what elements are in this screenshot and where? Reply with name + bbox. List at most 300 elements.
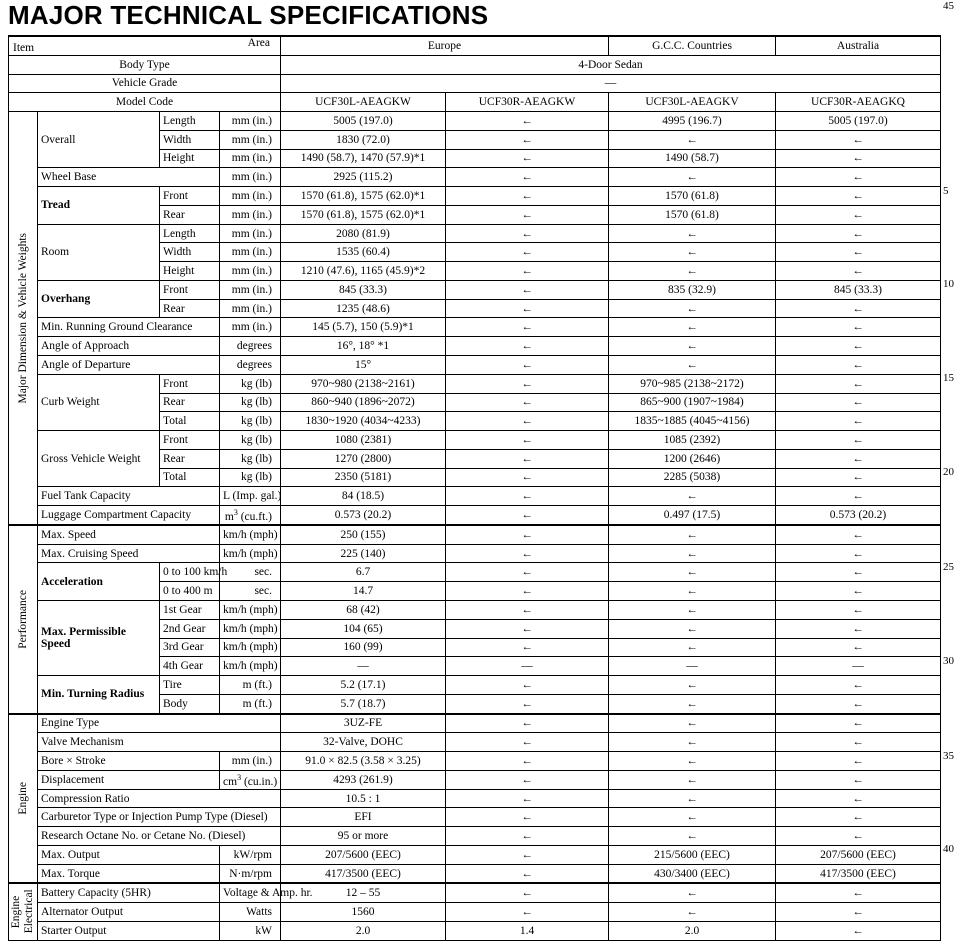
spec-value-3: ←: [609, 243, 776, 262]
spec-unit: mm (in.): [220, 187, 281, 206]
spec-sub-label: Length: [160, 112, 220, 131]
spec-sub-label: Width: [160, 130, 220, 149]
spec-value-2: ←: [446, 733, 609, 752]
model-code-3: UCF30L-AEAGKV: [609, 93, 776, 112]
spec-value-2: ←: [446, 808, 609, 827]
spec-value-2: ←: [446, 638, 609, 657]
spec-unit: km/h (mph): [220, 525, 281, 544]
spec-sub-label: Height: [160, 149, 220, 168]
spec-value-4: ←: [776, 318, 941, 337]
spec-sub-label: Front: [160, 187, 220, 206]
spec-value-4: 417/3500 (EEC): [776, 864, 941, 883]
vehicle-grade-label: Vehicle Grade: [9, 74, 281, 93]
spec-value-1: 1210 (47.6), 1165 (45.9)*2: [281, 262, 446, 281]
group-label-cell: [9, 714, 38, 884]
spec-label: Luggage Compartment Capacity: [38, 506, 220, 525]
line-number: 30: [943, 654, 954, 667]
spec-value-4: ←: [776, 431, 941, 450]
spec-value-4: 0.573 (20.2): [776, 506, 941, 525]
spec-value-2: ←: [446, 412, 609, 431]
body-type-value: 4-Door Sedan: [281, 55, 941, 74]
table-row: [9, 224, 941, 243]
spec-value-1: 5.2 (17.1): [281, 676, 446, 695]
spec-value-1: 10.5 : 1: [281, 789, 446, 808]
spec-value-3: 865~900 (1907~1984): [609, 393, 776, 412]
spec-label: Battery Capacity (5HR): [38, 883, 220, 902]
table-row: [9, 487, 941, 506]
spec-value-2: ←: [446, 468, 609, 487]
spec-label: Max. Cruising Speed: [38, 544, 220, 563]
region-gcc: G.C.C. Countries: [609, 36, 776, 55]
spec-value-4: —: [776, 657, 941, 676]
spec-value-3: 1200 (2646): [609, 449, 776, 468]
spec-group-label: Overall: [38, 112, 160, 168]
line-numbers: [943, 0, 960, 937]
spec-value-3: ←: [609, 903, 776, 922]
table-row: [9, 525, 941, 544]
model-code-label: Model Code: [9, 93, 281, 112]
spec-value-4: ←: [776, 449, 941, 468]
spec-value-3: 1085 (2392): [609, 431, 776, 450]
spec-value-4: ←: [776, 243, 941, 262]
spec-sub-label: Body: [160, 694, 220, 713]
spec-value-2: —: [446, 657, 609, 676]
table-row: [9, 921, 941, 940]
spec-value-2: ←: [446, 864, 609, 883]
spec-unit: km/h (mph): [220, 619, 281, 638]
table-row: [9, 544, 941, 563]
table-row: [9, 431, 941, 450]
spec-value-3: 970~985 (2138~2172): [609, 374, 776, 393]
spec-value-1: 1080 (2381): [281, 431, 446, 450]
spec-value-1: 1270 (2800): [281, 449, 446, 468]
spec-value-1: 16°, 18° *1: [281, 337, 446, 356]
spec-value-2: ←: [446, 130, 609, 149]
spec-unit: Voltage & Amp. hr.: [220, 883, 281, 902]
spec-unit: kW/rpm: [220, 845, 281, 864]
spec-value-1: 1235 (48.6): [281, 299, 446, 318]
spec-value-4: ←: [776, 563, 941, 582]
spec-value-2: ←: [446, 393, 609, 412]
line-number: 15: [943, 372, 954, 385]
spec-value-4: ←: [776, 600, 941, 619]
spec-value-3: 2285 (5038): [609, 468, 776, 487]
spec-value-1: 845 (33.3): [281, 280, 446, 299]
spec-value-2: ←: [446, 187, 609, 206]
spec-label: Carburetor Type or Injection Pump Type (Diesel): [38, 808, 281, 827]
spec-value-4: ←: [776, 921, 941, 940]
spec-value-2: ←: [446, 262, 609, 281]
page-title: MAJOR TECHNICAL SPECIFICATIONS: [8, 0, 489, 30]
spec-value-1: 104 (65): [281, 619, 446, 638]
spec-unit: m (ft.): [220, 694, 281, 713]
line-number: 5: [943, 184, 949, 197]
table-row: [9, 827, 941, 846]
spec-unit: kg (lb): [220, 449, 281, 468]
spec-value-3: ←: [609, 883, 776, 902]
area-label: Area: [247, 37, 270, 49]
spec-unit: m (ft.): [220, 676, 281, 695]
spec-sub-label: 1st Gear: [160, 600, 220, 619]
spec-value-4: ←: [776, 638, 941, 657]
spec-value-3: ←: [609, 789, 776, 808]
spec-value-2: ←: [446, 224, 609, 243]
spec-value-4: ←: [776, 694, 941, 713]
spec-unit: $cm^3$ (cu.in.): [220, 770, 281, 789]
spec-group-label: Curb Weight: [38, 374, 160, 430]
spec-sub-label: Total: [160, 412, 220, 431]
spec-value-1: 1830 (72.0): [281, 130, 446, 149]
table-row: [9, 808, 941, 827]
spec-value-1: 68 (42): [281, 600, 446, 619]
spec-label: Wheel Base: [38, 168, 220, 187]
spec-value-3: ←: [609, 563, 776, 582]
spec-group-label: Min. Turning Radius: [38, 676, 160, 714]
spec-value-2: ←: [446, 789, 609, 808]
spec-value-3: ←: [609, 337, 776, 356]
spec-unit: L (Imp. gal.): [220, 487, 281, 506]
table-row: [9, 187, 941, 206]
spec-value-1: 860~940 (1896~2072): [281, 393, 446, 412]
table-row: [9, 600, 941, 619]
spec-unit: degrees: [220, 356, 281, 375]
spec-value-1: 4293 (261.9): [281, 770, 446, 789]
spec-sub-label: 4th Gear: [160, 657, 220, 676]
spec-value-2: ←: [446, 280, 609, 299]
spec-value-3: ←: [609, 808, 776, 827]
table-row: [9, 845, 941, 864]
spec-group-label: Gross Vehicle Weight: [38, 431, 160, 487]
spec-value-2: ←: [446, 827, 609, 846]
line-number: 10: [943, 278, 954, 291]
spec-unit: km/h (mph): [220, 600, 281, 619]
header-row-body-type: [9, 55, 941, 74]
spec-group-label: Tread: [38, 187, 160, 225]
spec-value-3: ←: [609, 262, 776, 281]
spec-sub-label: Rear: [160, 393, 220, 412]
spec-value-3: ←: [609, 600, 776, 619]
spec-label: Angle of Approach: [38, 337, 220, 356]
spec-value-4: ←: [776, 262, 941, 281]
spec-value-1: 1535 (60.4): [281, 243, 446, 262]
spec-unit: kW: [220, 921, 281, 940]
spec-value-3: ←: [609, 130, 776, 149]
line-number: 40: [943, 843, 954, 856]
spec-value-3: ←: [609, 638, 776, 657]
spec-value-2: ←: [446, 449, 609, 468]
spec-group-label: Acceleration: [38, 563, 160, 601]
spec-value-3: ←: [609, 827, 776, 846]
table-row: [9, 676, 941, 695]
spec-value-4: ←: [776, 827, 941, 846]
spec-sub-label: Rear: [160, 449, 220, 468]
spec-label: Compression Ratio: [38, 789, 281, 808]
table-row: [9, 903, 941, 922]
spec-value-4: ←: [776, 903, 941, 922]
spec-value-3: 2.0: [609, 921, 776, 940]
spec-label: Displacement: [38, 770, 220, 789]
model-code-4: UCF30R-AEAGKQ: [776, 93, 941, 112]
spec-unit: kg (lb): [220, 468, 281, 487]
spec-label: Min. Running Ground Clearance: [38, 318, 220, 337]
spec-value-4: ←: [776, 714, 941, 733]
spec-unit: $m^3$ (cu.ft.): [220, 506, 281, 525]
spec-value-2: ←: [446, 168, 609, 187]
item-area-cell: [9, 36, 281, 55]
spec-value-2: ←: [446, 356, 609, 375]
spec-value-2: ←: [446, 431, 609, 450]
spec-value-3: ←: [609, 582, 776, 601]
spec-unit: sec.: [220, 582, 281, 601]
table-row: [9, 318, 941, 337]
header-row-area: [9, 36, 941, 55]
spec-value-1: 0.573 (20.2): [281, 506, 446, 525]
spec-label: Research Octane No. or Cetane No. (Diesel): [38, 827, 281, 846]
spec-value-4: ←: [776, 412, 941, 431]
spec-value-4: ←: [776, 582, 941, 601]
spec-value-2: ←: [446, 337, 609, 356]
spec-unit: mm (in.): [220, 205, 281, 224]
item-label: Item: [13, 41, 35, 54]
spec-value-1: 225 (140): [281, 544, 446, 563]
spec-value-4: ←: [776, 130, 941, 149]
spec-value-4: ←: [776, 883, 941, 902]
spec-value-2: ←: [446, 563, 609, 582]
spec-value-4: ←: [776, 487, 941, 506]
spec-value-1: 32-Valve, DOHC: [281, 733, 446, 752]
region-australia: Australia: [776, 36, 941, 55]
spec-value-1: 970~980 (2138~2161): [281, 374, 446, 393]
spec-value-3: —: [609, 657, 776, 676]
spec-value-4: ←: [776, 676, 941, 695]
spec-value-2: ←: [446, 752, 609, 771]
model-code-1: UCF30L-AEAGKW: [281, 93, 446, 112]
spec-group-label: Overhang: [38, 280, 160, 318]
spec-value-2: ←: [446, 676, 609, 695]
spec-sub-label: 0 to 400 m: [160, 582, 220, 601]
region-europe: Europe: [281, 36, 609, 55]
spec-sub-label: Height: [160, 262, 220, 281]
spec-value-1: 6.7: [281, 563, 446, 582]
header-row-vehicle-grade: [9, 74, 941, 93]
spec-unit: mm (in.): [220, 224, 281, 243]
spec-value-4: ←: [776, 752, 941, 771]
spec-value-3: ←: [609, 714, 776, 733]
spec-value-2: ←: [446, 883, 609, 902]
spec-value-3: 835 (32.9): [609, 280, 776, 299]
group-label-cell: [9, 525, 38, 714]
spec-value-3: 1570 (61.8): [609, 187, 776, 206]
spec-unit: km/h (mph): [220, 638, 281, 657]
spec-value-4: ←: [776, 224, 941, 243]
spec-value-2: ←: [446, 205, 609, 224]
spec-value-3: 1490 (58.7): [609, 149, 776, 168]
spec-value-2: ←: [446, 903, 609, 922]
spec-unit: mm (in.): [220, 130, 281, 149]
group-label: Engine: [16, 782, 29, 815]
spec-unit: kg (lb): [220, 393, 281, 412]
spec-value-1: 95 or more: [281, 827, 446, 846]
spec-label: Fuel Tank Capacity: [38, 487, 220, 506]
spec-sub-label: Width: [160, 243, 220, 262]
spec-sub-label: 2nd Gear: [160, 619, 220, 638]
spec-value-1: 160 (99): [281, 638, 446, 657]
table-row: [9, 337, 941, 356]
spec-value-1: 417/3500 (EEC): [281, 864, 446, 883]
table-row: [9, 280, 941, 299]
spec-value-2: ←: [446, 525, 609, 544]
spec-group-label: Room: [38, 224, 160, 280]
spec-unit: N·m/rpm: [220, 864, 281, 883]
header-row-model-code: [9, 93, 941, 112]
spec-value-1: 5005 (197.0): [281, 112, 446, 131]
spec-sub-label: Rear: [160, 205, 220, 224]
table-row: [9, 356, 941, 375]
spec-value-1: 1830~1920 (4034~4233): [281, 412, 446, 431]
spec-group-label: Max. Permissible Speed: [38, 600, 160, 675]
spec-value-1: 5.7 (18.7): [281, 694, 446, 713]
spec-value-2: ←: [446, 112, 609, 131]
spec-label: Max. Speed: [38, 525, 220, 544]
spec-value-2: ←: [446, 243, 609, 262]
spec-unit: mm (in.): [220, 752, 281, 771]
spec-unit: km/h (mph): [220, 544, 281, 563]
group-label: Major Dimension & Vehicle Weights: [16, 232, 29, 404]
spec-value-4: ←: [776, 393, 941, 412]
spec-value-4: ←: [776, 168, 941, 187]
group-label: Engine Electrical: [10, 890, 35, 935]
spec-value-4: ←: [776, 619, 941, 638]
spec-value-2: ←: [446, 506, 609, 525]
spec-label: Valve Mechanism: [38, 733, 281, 752]
table-row: [9, 168, 941, 187]
spec-value-4: ←: [776, 770, 941, 789]
spec-unit: degrees: [220, 337, 281, 356]
spec-value-4: ←: [776, 337, 941, 356]
spec-value-2: ←: [446, 714, 609, 733]
spec-unit: mm (in.): [220, 299, 281, 318]
spec-value-4: ←: [776, 808, 941, 827]
spec-value-4: ←: [776, 544, 941, 563]
spec-value-3: ←: [609, 318, 776, 337]
spec-value-1: EFI: [281, 808, 446, 827]
spec-label: Starter Output: [38, 921, 220, 940]
table-row: [9, 714, 941, 733]
spec-value-2: ←: [446, 374, 609, 393]
spec-value-2: ←: [446, 582, 609, 601]
spec-value-1: —: [281, 657, 446, 676]
spec-unit: kg (lb): [220, 374, 281, 393]
spec-value-1: 207/5600 (EEC): [281, 845, 446, 864]
spec-sub-label: 0 to 100 km/h: [160, 563, 220, 582]
spec-value-3: ←: [609, 544, 776, 563]
spec-label: Engine Type: [38, 714, 281, 733]
spec-value-1: 84 (18.5): [281, 487, 446, 506]
spec-value-1: 2925 (115.2): [281, 168, 446, 187]
spec-value-2: ←: [446, 600, 609, 619]
spec-value-1: 145 (5.7), 150 (5.9)*1: [281, 318, 446, 337]
spec-value-3: ←: [609, 224, 776, 243]
spec-label: Angle of Departure: [38, 356, 220, 375]
spec-value-1: 2.0: [281, 921, 446, 940]
spec-value-1: 91.0 × 82.5 (3.58 × 3.25): [281, 752, 446, 771]
spec-value-3: ←: [609, 770, 776, 789]
spec-value-1: 1560: [281, 903, 446, 922]
spec-value-1: 14.7: [281, 582, 446, 601]
spec-value-3: ←: [609, 619, 776, 638]
spec-value-4: ←: [776, 733, 941, 752]
spec-label: Max. Torque: [38, 864, 220, 883]
spec-value-3: ←: [609, 676, 776, 695]
spec-unit: kg (lb): [220, 412, 281, 431]
spec-sub-label: Length: [160, 224, 220, 243]
spec-value-4: 207/5600 (EEC): [776, 845, 941, 864]
spec-table: [8, 35, 941, 941]
spec-value-4: ←: [776, 149, 941, 168]
spec-sub-label: Front: [160, 374, 220, 393]
spec-unit: mm (in.): [220, 112, 281, 131]
spec-unit: mm (in.): [220, 149, 281, 168]
spec-value-1: 1570 (61.8), 1575 (62.0)*1: [281, 205, 446, 224]
spec-value-1: 2080 (81.9): [281, 224, 446, 243]
spec-value-2: ←: [446, 487, 609, 506]
spec-label: Max. Output: [38, 845, 220, 864]
spec-unit: kg (lb): [220, 431, 281, 450]
table-row: [9, 506, 941, 525]
spec-value-4: 845 (33.3): [776, 280, 941, 299]
spec-unit: Watts: [220, 903, 281, 922]
spec-unit: km/h (mph): [220, 657, 281, 676]
spec-value-3: ←: [609, 733, 776, 752]
spec-value-1: 1570 (61.8), 1575 (62.0)*1: [281, 187, 446, 206]
spec-unit: mm (in.): [220, 243, 281, 262]
spec-value-1: 2350 (5181): [281, 468, 446, 487]
spec-value-2: ←: [446, 544, 609, 563]
spec-value-4: ←: [776, 525, 941, 544]
spec-value-4: ←: [776, 356, 941, 375]
spec-sub-label: Tire: [160, 676, 220, 695]
spec-value-3: 1835~1885 (4045~4156): [609, 412, 776, 431]
spec-value-4: ←: [776, 789, 941, 808]
spec-value-2: ←: [446, 149, 609, 168]
body-type-label: Body Type: [9, 55, 281, 74]
spec-sub-label: Total: [160, 468, 220, 487]
spec-value-3: 430/3400 (EEC): [609, 864, 776, 883]
line-number: 25: [943, 560, 954, 573]
spec-value-3: ←: [609, 168, 776, 187]
table-row: [9, 883, 941, 902]
spec-value-4: ←: [776, 205, 941, 224]
table-row: [9, 789, 941, 808]
spec-value-2: ←: [446, 619, 609, 638]
spec-value-4: ←: [776, 299, 941, 318]
spec-value-3: ←: [609, 694, 776, 713]
spec-value-3: 215/5600 (EEC): [609, 845, 776, 864]
spec-value-2: ←: [446, 845, 609, 864]
spec-unit: mm (in.): [220, 168, 281, 187]
spec-value-2: ←: [446, 694, 609, 713]
spec-value-2: ←: [446, 299, 609, 318]
vehicle-grade-value: —: [281, 74, 941, 93]
spec-unit: mm (in.): [220, 318, 281, 337]
line-number: 45: [943, 0, 954, 12]
spec-value-1: 15°: [281, 356, 446, 375]
spec-value-3: ←: [609, 525, 776, 544]
table-row: [9, 374, 941, 393]
group-label: Performance: [16, 589, 29, 649]
spec-unit: mm (in.): [220, 280, 281, 299]
spec-value-3: 1570 (61.8): [609, 205, 776, 224]
